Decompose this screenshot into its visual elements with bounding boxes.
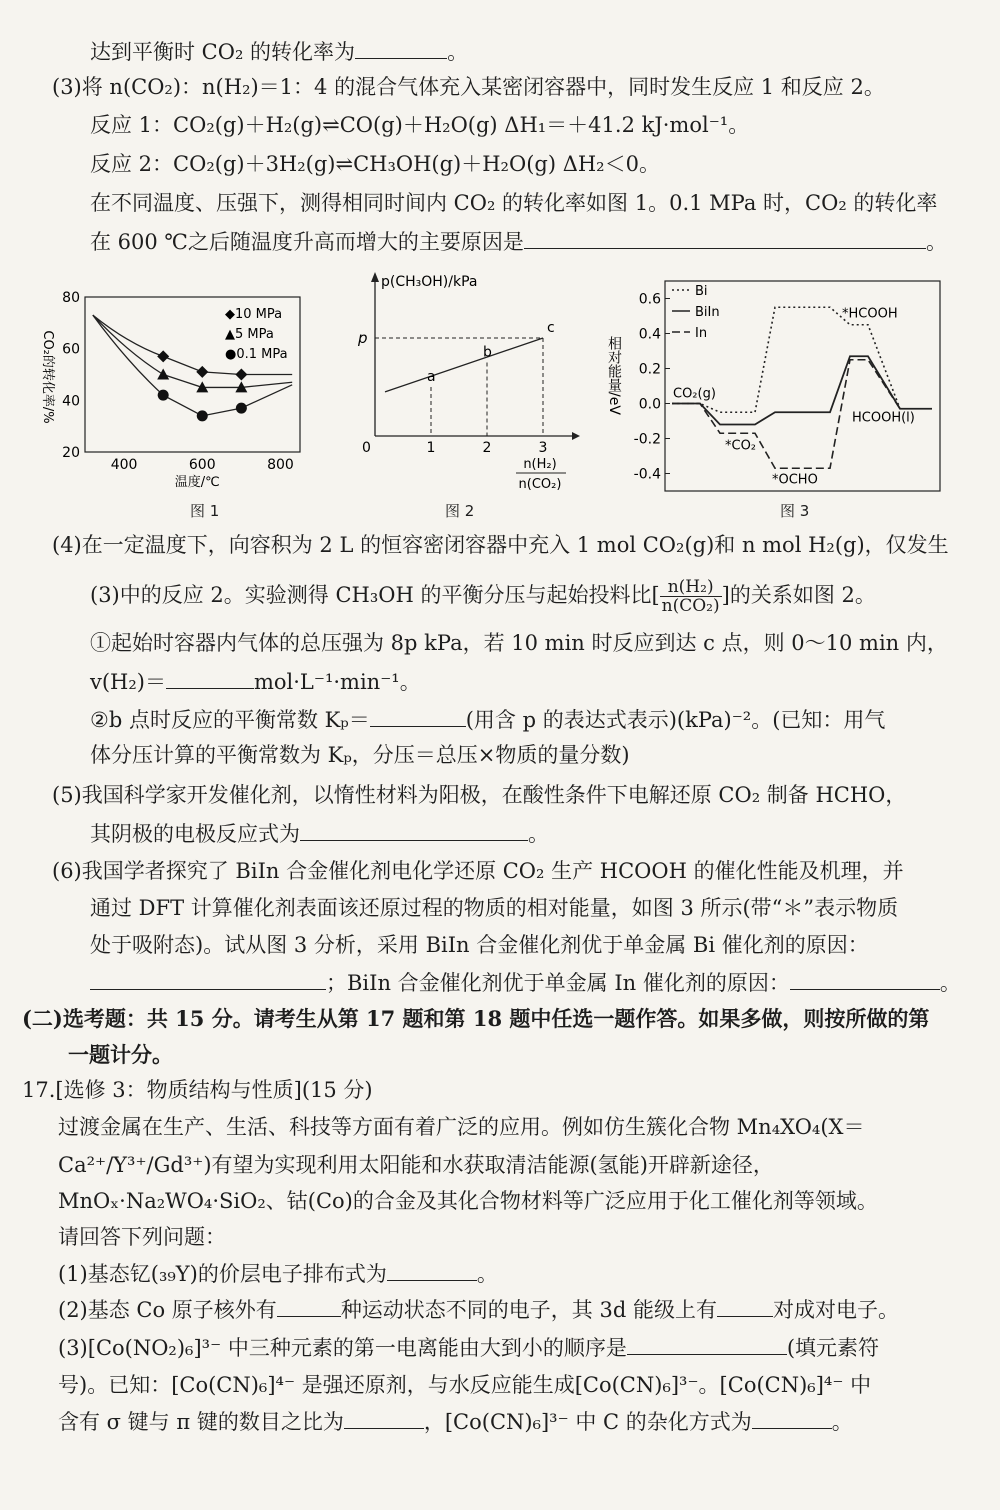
fig3-label-co2g: CO₂(g): [673, 386, 716, 402]
reaction-2: 反应 2：CO₂(g)＋3H₂(g)⇌CH₃OH(g)＋H₂O(g) ΔH₂＜0。: [90, 152, 660, 176]
q6-answer-line: ；BiIn 合金催化剂优于单金属 In 催化剂的原因： 。: [90, 967, 961, 998]
reaction-1: 反应 1：CO₂(g)＋H₂(g)⇌CO(g)＋H₂O(g) ΔH₁＝＋41.2 kJ·mol⁻¹。: [90, 113, 750, 137]
answer-blank[interactable]: [344, 1406, 424, 1429]
section-title-2: 一题计分。: [68, 1042, 173, 1067]
fig1-ytick: 40: [62, 393, 80, 410]
fig3-ytick: 0.6: [638, 291, 661, 308]
fig1-ytick: 60: [62, 341, 80, 358]
q3-text: 在不同温度、压强下，测得相同时间内 CO₂ 的转化率如图 1。0.1 MPa 时，CO₂ 的转化率: [90, 191, 938, 215]
fig2-x-arrow: [572, 432, 580, 440]
fig3-label-ocho: *OCHO: [772, 472, 818, 488]
answer-blank[interactable]: [300, 818, 528, 841]
figure-2: [340, 268, 590, 508]
figure-3: [600, 276, 945, 498]
fig1-legend-item: ◆10 MPa: [225, 307, 283, 322]
answer-blank[interactable]: [752, 1406, 832, 1429]
fig3-ytick: -0.2: [633, 431, 661, 448]
q5-stem: (5)我国科学家开发催化剂，以惰性材料为阳极，在酸性条件下电解还原 CO₂ 制备 HCHO，: [52, 783, 907, 807]
answer-blank[interactable]: [90, 967, 326, 990]
q17-sub1: (1)基态钇(₃₉Y)的价层电子排布式为 。: [58, 1258, 498, 1289]
q3-stem: (3)将 n(CO₂)：n(H₂)＝1：4 的混合气体充入某密闭容器中，同时发生反应 1 和反应 2。: [52, 75, 885, 99]
section-title: (二)选考题：共 15 分。请考生从第 17 题和第 18 题中任选一题作答。如果多做，则按所做的第: [22, 1006, 930, 1031]
answer-blank[interactable]: [790, 967, 940, 990]
answer-blank[interactable]: [524, 226, 926, 249]
fig3-ytick: 0.4: [638, 326, 661, 343]
fig1-legend-item: ●0.1 MPa: [225, 347, 288, 362]
fig1-plot: [40, 290, 300, 490]
fig1-xlabel: 温度/℃: [174, 475, 220, 490]
figure-3-caption: 图 3: [780, 502, 810, 520]
fig1-point-10mpa: [157, 350, 169, 362]
answer-blank[interactable]: [370, 704, 466, 727]
figure-1-caption: 图 1: [190, 502, 220, 520]
fig2-point-label: b: [483, 344, 492, 361]
ratio-fraction: $\frac{\text{n(H₂)}}{\text{n(CO₂)}}$: [661, 577, 720, 616]
fig3-ytick: -0.4: [633, 466, 661, 483]
fig2-xtick: 3: [538, 440, 548, 456]
q6-stem: (6)我国学者探究了 BiIn 合金催化剂电化学还原 CO₂ 生产 HCOOH 的催化性能及机理，并: [52, 859, 904, 883]
fig1-xtick: 800: [267, 457, 294, 473]
fig3-label-co2: *CO₂: [725, 438, 757, 454]
q17-sub2: (2)基态 Co 原子核外有 种运动状态不同的电子，其 3d 能级上有 对成对电子。: [58, 1294, 899, 1325]
fig3-legend-item: Bi: [695, 284, 708, 299]
answer-blank[interactable]: [627, 1332, 787, 1355]
fig1-point-5mpa: [157, 369, 169, 380]
q5-answer-line: 其阴极的电极反应式为 。: [90, 818, 549, 849]
answer-blank[interactable]: [387, 1258, 477, 1281]
fig2-xlabel-num: n(H₂): [523, 457, 557, 472]
fig1-point-0.1mpa: [158, 390, 169, 401]
q17-text-3: MnOₓ·Na₂WO₄·SiO₂、钴(Co)的合金及其化合物材料等广泛应用于化工催化剂等领域。: [58, 1189, 878, 1213]
q17-text-4: 请回答下列问题：: [58, 1225, 226, 1249]
fig2-point-label: c: [547, 320, 555, 336]
fig2-point-label: a: [427, 369, 436, 385]
q4-sub1: ①起始时容器内气体的总压强为 8p kPa，若 10 min 时反应到达 c 点，则 0～10 min 内，: [90, 631, 948, 655]
q17-text-1: 过渡金属在生产、生活、科技等方面有着广泛的应用。例如仿生簇化合物 Mn₄XO₄(X＝: [58, 1115, 865, 1139]
q17-sub3-answer: 含有 σ 键与 π 键的数目之比为 ，[Co(CN)₆]³⁻ 中 C 的杂化方式为 。: [58, 1406, 853, 1437]
fig1-point-10mpa: [235, 369, 247, 381]
fig3-ytick: 0.0: [638, 396, 661, 413]
figure-1: [30, 282, 320, 517]
fig1-point-0.1mpa: [236, 403, 247, 414]
fig2-ytick-p: p: [358, 329, 368, 347]
fig2-xtick: 1: [426, 440, 436, 456]
answer-blank[interactable]: [166, 666, 254, 689]
figure-2-caption: 图 2: [445, 502, 475, 520]
fig1-point-10mpa: [196, 366, 208, 378]
q17-sub3: (3)[Co(NO₂)₆]³⁻ 中三种元素的第一电离能由大到小的顺序是 (填元素符: [58, 1332, 879, 1363]
fig3-ytick: 0.2: [638, 361, 661, 378]
fig3-ylabel: 相对能量/eV: [606, 336, 622, 415]
q6-text: 通过 DFT 计算催化剂表面该还原过程的物质的相对能量，如图 3 所示(带“＊”表示物质: [90, 896, 899, 920]
fig2-line: [385, 338, 543, 392]
q6-text-2: 处于吸附态)。试从图 3 分析，采用 BiIn 合金催化剂优于单金属 Bi 催化剂的原因：: [90, 933, 869, 957]
q17-sub3-text: 号)。已知：[Co(CN)₆]⁴⁻ 是强还原剂，与水反应能生成[Co(CN)₆]³⁻。[Co(CN)₆]⁴⁻ 中: [58, 1373, 872, 1397]
fig1-xtick: 600: [188, 457, 216, 473]
q4-stem: (4)在一定温度下，向容积为 2 L 的恒容密闭容器中充入 1 mol CO₂(g)和 n mol H₂(g)，仅发生: [52, 533, 949, 557]
q4-text: (3)中的反应 2。实验测得 CH₃OH 的平衡分压与起始投料比[ $\frac{\text{n(H₂)}}{\text{n(CO₂)}}$ ]的关系如图 2。: [90, 577, 876, 616]
fig1-point-0.1mpa: [197, 410, 208, 421]
fig2-xlabel-den: n(CO₂): [518, 477, 562, 492]
fig2-y-arrow: [371, 272, 379, 282]
q17-title: 17.[选修 3：物质结构与性质](15 分): [22, 1078, 373, 1102]
fig3-legend-item: BiIn: [695, 305, 720, 320]
answer-blank[interactable]: [355, 36, 447, 59]
fig2-ylabel: p(CH₃OH)/kPa: [381, 274, 478, 290]
q-line-1: 达到平衡时 CO₂ 的转化率为 。: [90, 36, 468, 67]
fig3-legend-item: In: [695, 326, 708, 341]
fig1-ytick: 80: [62, 290, 80, 306]
fig3-label-hcoohl: HCOOH(l): [852, 410, 915, 426]
fig2-origin: 0: [362, 440, 371, 456]
q4-sub1-answer: v(H₂)＝ mol·L⁻¹·min⁻¹。: [90, 666, 421, 697]
fig1-ytick: 20: [62, 445, 80, 461]
q3-text-2: 在 600 ℃之后随温度升高而增大的主要原因是 。: [90, 226, 947, 257]
fig1-legend-item: ▲5 MPa: [225, 327, 274, 342]
fig2-xtick: 2: [482, 440, 492, 456]
q17-text-2: Ca²⁺/Y³⁺/Gd³⁺)有望为实现利用太阳能和水获取清洁能源(氢能)开辟新途径，: [58, 1153, 774, 1177]
answer-blank[interactable]: [277, 1294, 341, 1317]
fig3-label-hcooh: *HCOOH: [842, 306, 898, 322]
fig1-xtick: 400: [110, 457, 138, 473]
q4-note: 体分压计算的平衡常数为 Kₚ，分压＝总压×物质的量分数): [90, 743, 630, 767]
fig1-ylabel: CO₂的转化率/%: [40, 330, 55, 424]
answer-blank[interactable]: [717, 1294, 773, 1317]
q4-sub2: ②b 点时反应的平衡常数 Kₚ＝ (用含 p 的表达式表示)(kPa)⁻²。(已知：用气: [90, 704, 885, 735]
